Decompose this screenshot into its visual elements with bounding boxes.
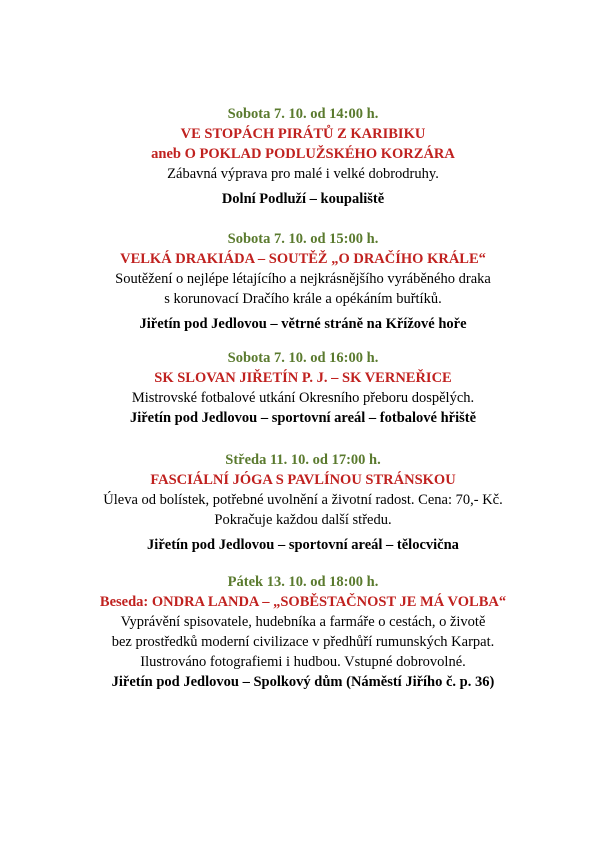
event-place: Dolní Podluží – koupaliště: [221, 191, 385, 207]
event-date: Sobota 7. 10. od 15:00 h.: [227, 231, 379, 247]
event-date: Pátek 13. 10. od 18:00 h.: [227, 574, 379, 590]
event-description: Pokračuje každou další středu.: [214, 512, 392, 528]
event-description: s korunovací Dračího krále a opékáním buřtíků.: [164, 291, 442, 307]
event-5: [0, 572, 606, 692]
event-description: Úleva od bolístek, potřebné uvolnění a životní radost. Cena: 70,- Kč.: [103, 492, 503, 508]
event-description: bez prostředků moderní civilizace v předhůří rumunských Karpat.: [111, 634, 495, 650]
event-place: Jiřetín pod Jedlovou – větrné stráně na Křížové hoře: [139, 316, 467, 332]
event-title: VE STOPÁCH PIRÁTŮ Z KARIBIKU: [180, 126, 426, 142]
event-title: Beseda: ONDRA LANDA – „SOBĚSTAČNOST JE MÁ VOLBA“: [99, 594, 507, 610]
event-place: Jiřetín pod Jedlovou – sportovní areál – fotbalové hřiště: [129, 410, 477, 426]
event-title: VELKÁ DRAKIÁDA – SOUTĚŽ „O DRAČÍHO KRÁLE“: [120, 251, 486, 267]
event-date: Sobota 7. 10. od 16:00 h.: [227, 350, 379, 366]
event-description: Soutěžení o nejlépe létajícího a nejkrásnějšího vyráběného draka: [115, 271, 491, 287]
event-2: [0, 229, 606, 334]
event-subtitle: aneb O POKLAD PODLUŽSKÉHO KORZÁRA: [151, 146, 455, 162]
event-description: Vyprávění spisovatele, hudebníka a farmáře o cestách, o životě: [120, 614, 486, 630]
event-1: [0, 104, 606, 209]
event-description: Ilustrováno fotografiemi i hudbou. Vstupné dobrovolné.: [140, 654, 466, 670]
event-description: Mistrovské fotbalové utkání Okresního přeboru dospělých.: [131, 390, 475, 406]
event-date: Středa 11. 10. od 17:00 h.: [225, 452, 381, 468]
event-description: Zábavná výprava pro malé i velké dobrodruhy.: [167, 166, 439, 182]
event-place: Jiřetín pod Jedlovou – Spolkový dům (Náměstí Jiřího č. p. 36): [111, 674, 495, 690]
event-title: SK SLOVAN JIŘETÍN P. J. – SK VERNEŘICE: [154, 370, 452, 386]
event-3: [0, 348, 606, 428]
event-title: FASCIÁLNÍ JÓGA S PAVLÍNOU STRÁNSKOU: [150, 472, 456, 488]
event-date: Sobota 7. 10. od 14:00 h.: [227, 106, 379, 122]
event-place: Jiřetín pod Jedlovou – sportovní areál – tělocvična: [147, 537, 459, 553]
event-4: [0, 450, 606, 555]
